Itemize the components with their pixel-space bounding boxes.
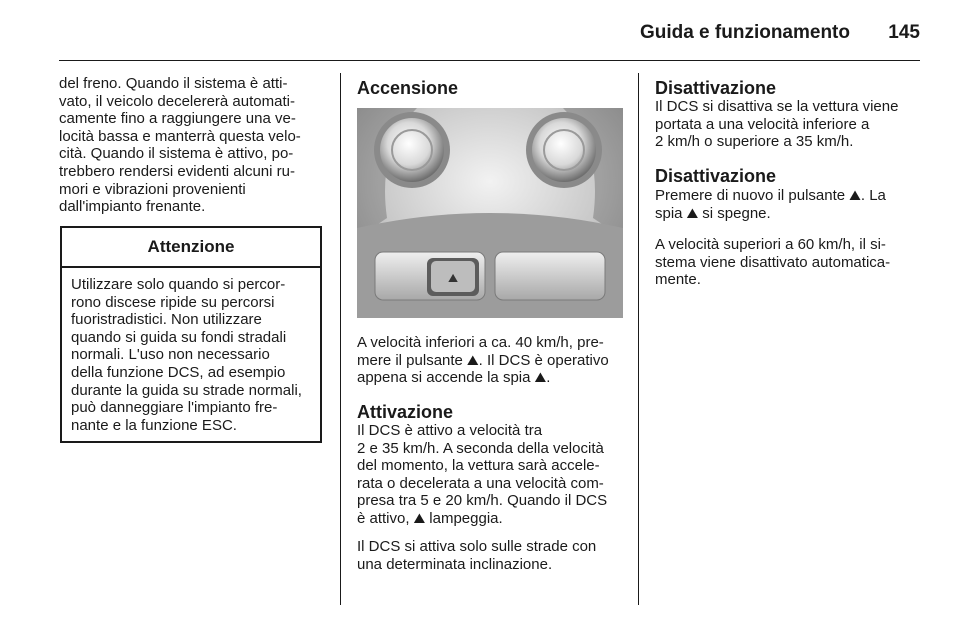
disattivazione-line [655,187,925,205]
section-title-disattivazione-1: Disattivazione [655,78,777,98]
page-number: 145 [888,22,920,43]
hill-descent-icon: ⛰ [849,187,861,203]
section-title-attivazione: Attivazione [357,402,454,422]
disattivazione-line: Il DCS si disattiva se la vettura viene [655,98,899,115]
disattivazione-text: . La [860,187,886,204]
accensione-text: . Il DCS è operativo [478,351,609,369]
svg-text:⛰: ⛰ [447,271,459,285]
col1-line: locità bassa e manterrà questa velo- [59,127,301,145]
column-divider-1 [340,73,341,605]
attivazione-text: lampeggia. [429,509,503,527]
disattivazione-para-1 [655,98,925,151]
attivazione-line: presa tra 5 e 20 km/h. Quando il DCS [357,492,608,510]
col1-line: vato, il veicolo decelererà automati- [59,92,295,110]
accensione-line [357,369,625,387]
section-title-disattivazione-2: Disattivazione [655,166,777,186]
attivazione-line: una determinata inclinazione. [357,555,553,573]
accensione-line [357,352,625,370]
warning-line: normali. L'uso non necessario [71,346,270,364]
attivazione-line: Il DCS è attivo a velocità tra [357,422,543,439]
warning-text [71,276,314,434]
column-divider-2 [638,73,639,605]
attivazione-line: 2 e 35 km/h. A seconda della velocità [357,439,604,457]
warning-line: durante la guida su strade normali, [71,381,302,399]
attivazione-line [357,510,625,528]
warning-line: fuoristradistici. Non utilizzare [71,311,262,329]
disattivazione-line: stema viene disattivato automatica- [655,253,891,271]
warning-line: Utilizzare solo quando si percor- [71,276,286,293]
disattivazione-line: portata a una velocità inferiore a [655,115,870,133]
col1-line: del freno. Quando il sistema è atti- [59,75,288,92]
col1-line: mori e vibrazioni provenienti [59,180,246,198]
attivazione-line: rata o decelerata a una velocità com- [357,474,604,492]
hill-descent-icon: ⛰ [534,369,547,386]
disattivazione-line: A velocità superiori a 60 km/h, il si- [655,236,886,253]
warning-box [60,226,322,443]
accensione-line: A velocità inferiori a ca. 40 km/h, pre- [357,334,604,351]
warning-line: può danneggiare l'impianto fre- [71,399,278,417]
disattivazione-line [655,205,925,223]
accensione-para [357,334,625,387]
warning-title: Attenzione [147,237,235,256]
accensione-text: mere il pulsante [357,351,463,369]
warning-line: quando si guida su fondi stradali [71,328,287,346]
col1-line: trebbero rendersi evidenti alcuni ru- [59,162,295,180]
attivazione-para-2 [357,538,625,573]
disattivazione-para-3 [655,236,925,289]
disattivazione-para-2 [655,187,925,222]
column-1 [59,75,325,216]
col1-line: camente fino a raggiungere una ve- [59,110,296,128]
disattivazione-text: Premere di nuovo il pulsante [655,187,846,204]
col1-line: cità. Quando il sistema è attivo, po- [59,145,294,163]
disattivazione-text: si spegne. [702,204,771,222]
section-title-accensione: Accensione [357,78,459,98]
disattivazione-line: mente. [655,271,701,289]
attivazione-para [357,422,625,528]
warning-line: rono discese ripide su percorsi [71,293,275,311]
col1-line: dall'impianto frenante. [59,198,206,216]
accensione-text: . [546,369,551,387]
attivazione-text: è attivo, [357,509,410,527]
dashboard-photo [357,108,623,318]
attivazione-line: Il DCS si attiva solo sulle strade con [357,538,597,555]
disattivazione-text: spia [655,204,683,222]
hill-descent-icon: ⛰ [686,204,699,221]
attivazione-line: del momento, la vettura sarà accele- [357,457,600,475]
warning-rule [62,266,320,268]
accensione-text: appena si accende la spia [357,369,531,387]
hill-descent-icon: ⛰ [466,351,479,368]
header-rule [59,60,920,61]
disattivazione-line: 2 km/h o superiore a 35 km/h. [655,133,854,151]
warning-line: della funzione DCS, ad esempio [71,363,286,381]
hill-descent-icon: ⛰ [413,509,426,526]
header-title: Guida e funzionamento [639,22,850,43]
dashboard-illustration [357,108,623,318]
warning-line: nante e la funzione ESC. [71,416,237,434]
